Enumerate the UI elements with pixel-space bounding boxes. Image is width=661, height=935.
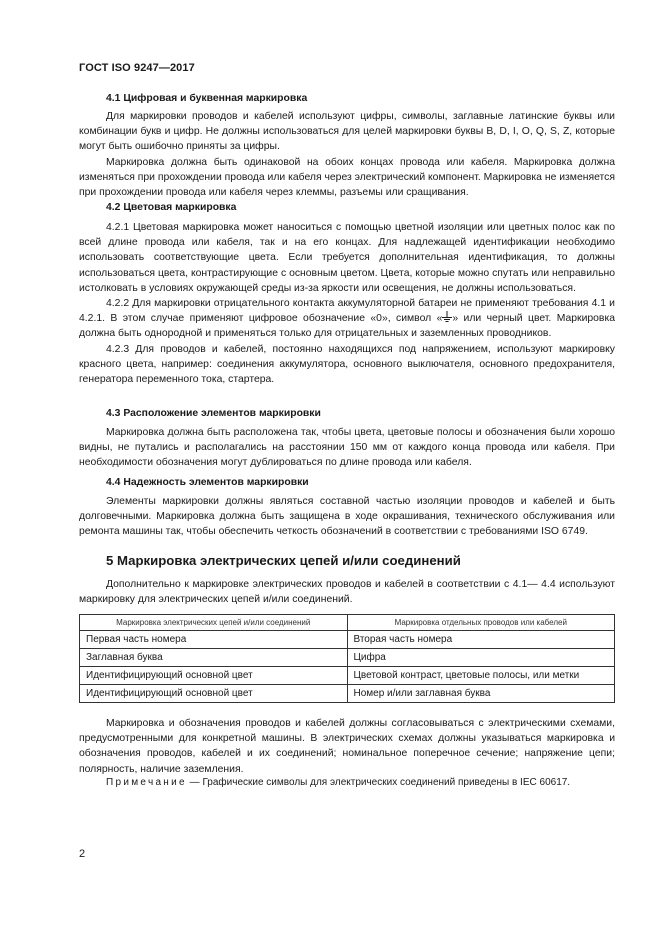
section-4-4-title: 4.4 Надежность элементов маркировки (106, 477, 309, 488)
table-row (80, 649, 615, 667)
section-4-1-body (79, 109, 615, 200)
ground-icon (442, 311, 452, 322)
paragraph: 4.2.3 Для проводов и кабелей, постоянно находящихся под напряжением, используют маркировку красного цвета, например: соединения аккумулятора, основного выключателя, основного предохранителя, генератора переменного тока, стартера. (79, 343, 615, 386)
paragraph: Дополнительно к маркировке электрических проводов и кабелей в соответствии с 4.1— 4.4 используют маркировку для электрических цепей и/или соединений. (79, 579, 615, 606)
paragraph: Маркировка должна быть расположена так, чтобы цвета, цветовые полосы и обозначения были хорошо видны, не путались и располагались на расстоянии 150 мм от каждого конца провода или кабеля. При необходимости обозначения могут дублироваться по длине провода или кабеля. (79, 427, 615, 469)
section-5-body (79, 716, 615, 777)
table-cell: Идентифицирующий основной цвет (80, 667, 348, 685)
paragraph-part: 4.2.2 Для маркировки отрицательного контакта аккумуляторной батареи не применяют требования 4.1 и 4.2.1. В этом случае применяют цифровое обозначение «0», символ « (79, 298, 615, 325)
table-cell: Цветовой контраст, цветовые полосы, или метки (347, 667, 615, 685)
table-row (80, 685, 615, 703)
paragraph (79, 296, 615, 342)
section-4-3-title: 4.3 Расположение элементов маркировки (106, 408, 321, 419)
table-cell: Заглавная буква (80, 649, 348, 667)
section-4-3-body (79, 425, 615, 471)
table-cell: Цифра (347, 649, 615, 667)
section-4-1-title: 4.1 Цифровая и буквенная маркировка (106, 93, 308, 104)
section-4-4 (79, 475, 615, 490)
note-paragraph (79, 775, 615, 790)
table-header-cell: Маркировка электрических цепей и/или соединений (80, 615, 348, 631)
table-row (80, 631, 615, 649)
marking-table-grid (79, 614, 615, 703)
section-5-title: 5 Маркировка электрических цепей и/или соединений (106, 553, 461, 568)
table-cell: Номер и/или заглавная буква (347, 685, 615, 703)
table-header-row (80, 615, 615, 631)
table-cell: Первая часть номера (80, 631, 348, 649)
document-header: ГОСТ ISO 9247—2017 (79, 62, 195, 74)
table-cell: Вторая часть номера (347, 631, 615, 649)
table-row (80, 667, 615, 685)
section-4-2-title: 4.2 Цветовая маркировка (106, 202, 237, 213)
paragraph-part: » или черный цвет. Маркировка должна быть однородной и применяться только для отрицательных и заземленных проводников. (79, 313, 616, 340)
section-4-3 (79, 406, 615, 421)
section-4-4-body (79, 494, 615, 540)
marking-table (79, 614, 615, 703)
paragraph: Для маркировки проводов и кабелей используют цифры, символы, заглавные латинские буквы или комбинации букв и цифр. Не должны использоваться для целей маркировки буквы B, D, I, O, Q, S, Z, которые могут быть ошибочно приняты за цифры. (79, 111, 615, 153)
paragraph: Маркировка должна быть одинаковой на обоих концах провода или кабеля. Маркировка должна изменяться при прохождении провода или кабеля через электрический компонент. Маркировка не изменяется при прохождении провода или кабеля через клеммы, разъемы или сращивания. (79, 156, 615, 199)
table-cell: Идентифицирующий основной цвет (80, 685, 348, 703)
note-label: Примечание (106, 777, 187, 788)
note (79, 775, 615, 790)
section-4-2 (79, 200, 615, 215)
note-text: — Графические символы для электрических соединений приведены в IEC 60617. (186, 777, 571, 788)
paragraph: 4.2.1 Цветовая маркировка может наноситься с помощью цветной изоляции или цветных полос как по всей длине провода или кабеля, так и на его концах. Для надлежащей идентификации необходимо использовать соответствующие цвета. Если требуется дополнительная идентификация, то должны использоваться цвета, контрастирующие с основным цветом. Цвета, которые можно спутать или неправильно истолковать в условиях окружающей среды из-за яркости или освещения, не должны использоваться. (79, 222, 615, 294)
section-5-intro (79, 577, 615, 607)
table-header-cell: Маркировка отдельных проводов или кабелей (347, 615, 615, 631)
page-number: 2 (79, 848, 86, 860)
section-4-2-body (79, 220, 615, 387)
paragraph: Маркировка и обозначения проводов и кабелей должны согласовываться с электрическими схемами, предусмотренными для конкретной машины. В электрических схемах должны указываться маркировка и обозначения проводов, кабелей и их соединений; номинальное поперечное сечение; напряжение цепи; полярность, наличие заземления. (79, 718, 615, 775)
section-4-1 (79, 91, 615, 106)
paragraph: Элементы маркировки должны являться составной частью изоляции проводов и кабелей и быть долговечными. Маркировка должна быть защищена в ходе окрашивания, технического обслуживания или ремонта машины так, чтобы обеспечить четкость обозначений в соответствии с требованиями ISO 6749. (79, 496, 615, 538)
